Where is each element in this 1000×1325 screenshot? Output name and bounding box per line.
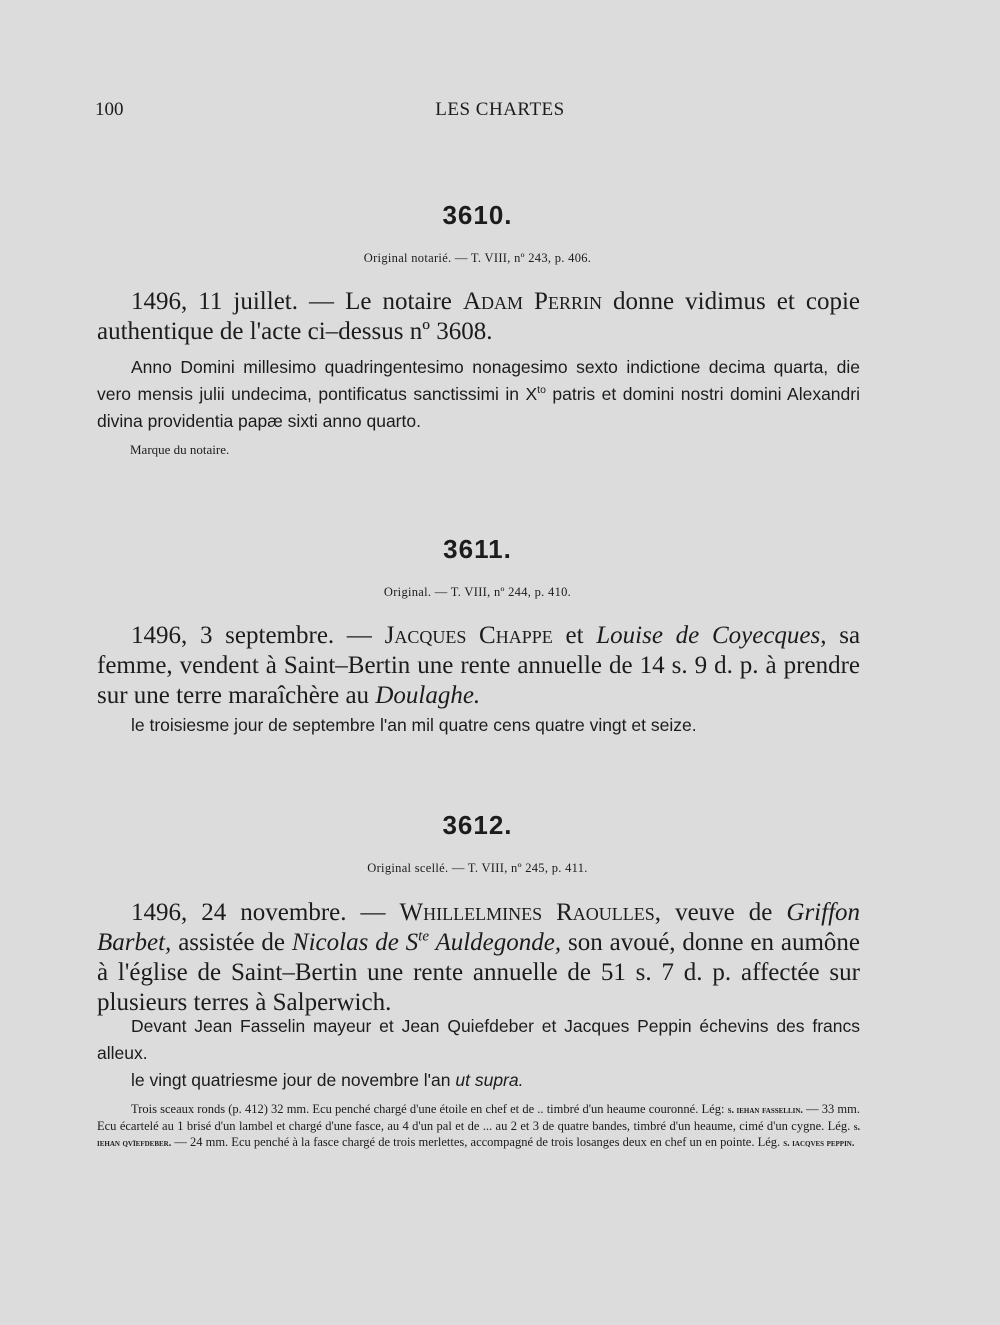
charter-summary xyxy=(97,287,860,347)
summary-text: donne vidimus et copie authentique de l'acte ci–dessus nº 3608. xyxy=(97,288,860,345)
charter-text-line-2a: le vingt quatriesme jour de novembre l'an xyxy=(131,1070,451,1090)
summary-place: Doulaghe. xyxy=(375,682,481,709)
summary-date: 1496, 24 novembre. — xyxy=(131,899,386,926)
charter-summary xyxy=(97,621,860,711)
charter-text-2 xyxy=(97,1067,860,1094)
summary-name-3 xyxy=(292,929,561,956)
charter-source: Original scellé. — T. VIII, nº 245, p. 411. xyxy=(367,861,588,875)
summary-text-1: veuve de xyxy=(675,899,773,926)
charter-text-line: le troisiesme jour de septembre l'an mil quatre cens quatre vingt et seize. xyxy=(131,715,697,735)
latin-text-part2: patris et domini nostri domini Alexandri divina providentia papæ sixti anno quarto. xyxy=(97,384,860,431)
charter-source: Original notarié. — T. VIII, nº 243, p. 406. xyxy=(363,251,592,265)
summary-name-2: Louise de Coyecques, xyxy=(596,622,827,649)
seal-text-1: Trois sceaux ronds (p. 412) 32 mm. Ecu penché chargé d'une étoile en chef et de .. timbré d'un heaume couronné. Lég: xyxy=(131,1102,725,1116)
summary-conjunction: et xyxy=(565,622,584,649)
summary-name-3a: Nicolas de S xyxy=(291,929,419,956)
summary-name: Jacques Chappe xyxy=(384,622,553,649)
charter-text-line-2b: ut supra. xyxy=(455,1070,524,1090)
charter-number: 3611. xyxy=(443,534,512,564)
charter-number: 3612. xyxy=(442,810,513,840)
summary-date: 1496, 11 juillet. — Le notaire xyxy=(131,288,452,315)
charter-source: Original. — T. VIII, nº 244, p. 410. xyxy=(383,585,572,599)
latin-text-part1: Anno Domini millesimo quadringentesimo nonagesimo sexto indictione decima quarta, die vero mensis julii undecima, pontificatus sanctissimi in X xyxy=(97,357,860,404)
summary-name-3b: Auldegonde, xyxy=(435,929,562,956)
seal-legend-1: s. iehan fassellin. xyxy=(727,1105,803,1116)
summary-date: 1496, 3 septembre. — xyxy=(131,622,372,649)
latin-superscript: to xyxy=(537,384,546,397)
summary-text: sa femme, vendent à Saint–Bertin une rente annuelle de 14 s. 9 d. p. à prendre sur une terre maraîchère au xyxy=(97,622,861,709)
page-number: 100 xyxy=(95,99,124,120)
notary-mark-note: Marque du notaire. xyxy=(130,442,230,457)
charter-number: 3610. xyxy=(442,200,513,230)
charter-text xyxy=(97,712,860,739)
seal-legend-2: s. iehan qvïefdeber. xyxy=(97,1121,860,1149)
summary-text-2: assistée de xyxy=(178,929,286,956)
seal-legend-3: s. iacqves peppin. xyxy=(783,1138,855,1149)
summary-name: Adam Perrin xyxy=(462,288,602,315)
seals-description xyxy=(97,1102,860,1152)
summary-name-3-sup: te xyxy=(418,928,429,945)
charter-text xyxy=(97,354,860,435)
charter-text-line: Devant Jean Fasselin mayeur et Jean Quiefdeber et Jacques Peppin échevins des francs alleux. xyxy=(97,1016,860,1063)
charter-text xyxy=(97,1013,860,1067)
summary-name: Whillelmines Raoulles, xyxy=(399,899,662,926)
summary-text-3: son avoué, donne en aumône à l'église de Saint–Bertin une rente annuelle de 51 s. 7 d. p. affectée sur plusieurs terres à Salperwich. xyxy=(97,929,861,1016)
summary-name-2: Griffon Barbet, xyxy=(97,899,861,956)
charter-summary xyxy=(97,898,860,1018)
seal-text-3: — 24 mm. Ecu penché à la fasce chargé de trois merlettes, accompagné de trois losanges deux en chef un en pointe. Lég. xyxy=(174,1135,781,1149)
seal-text-2: — 33 mm. Ecu écartelé au 1 brisé d'un lambel et chargé d'une fasce, au 4 d'un pal et de ... au 2 et 3 de quatre bandes, timbré d'un heaume, cimé d'un cygne. Lég. xyxy=(97,1102,860,1133)
running-title: LES CHARTES xyxy=(435,99,565,120)
